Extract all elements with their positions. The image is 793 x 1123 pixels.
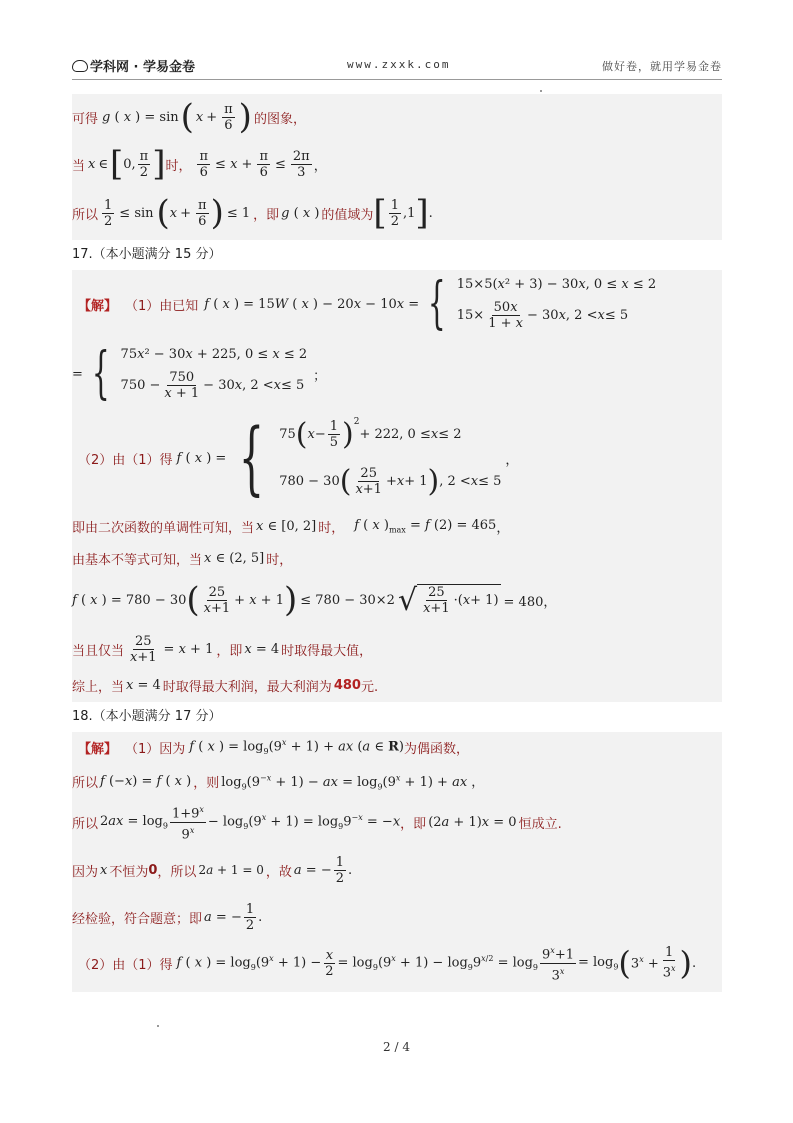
page-number: 2 / 4	[383, 1040, 410, 1054]
q18-line3: 所以 $2ax = \log_9$ $\frac{1+9^x}{9^x}$ − $\log_9(9^x + 1) = \log_99^{-x} = -x$ ，即 (2a + 1)x = 0 恒成立.	[72, 802, 562, 842]
q16-line2: 当 x ∈ [ 0, $\frac{\pi}{2}$ ] 时， $\frac{\pi}{6}$ ≤ x + $\frac{\pi}{6}$ ≤ $\frac{2\pi}{3}$ ，	[72, 144, 327, 184]
q18-line4: 因为 x 不恒为 0 ，所以 2a + 1 = 0 ，故 a = − $\frac{1}{2}$ .	[72, 854, 353, 886]
q17-part1: 【解】 （1）由已知 f ( x ) = 15W ( x ) − 20x − 10x = { 15×5(x² + 3) − 30x, 0 ≤ x ≤ 2 15× $\frac{50x}{1 + x}$ − 30 x , 2 < x ≤ 5	[78, 271, 657, 336]
logo-icon	[72, 60, 88, 72]
q18-part1: 【解】 （1）因为 f ( x ) = $\log_9(9^x + 1)$ + ax (a ∈ R) 为偶函数，	[78, 738, 469, 757]
logo-text: 学科网 · 学易金卷	[90, 60, 195, 75]
q18-heading: 18.（本小题满分 17 分）	[72, 709, 222, 724]
q17-part1-result: = { 75x² − 30x + 225, 0 ≤ x ≤ 2 750 − $\frac{750}{x + 1}$ − 30 x , 2 < x ≤ 5 ；	[72, 341, 327, 406]
q16-line3: 所以 $\frac{1}{2}$ ≤ sin ( x + $\frac{\pi}{6}$ ) ≤ 1 ，即 g ( x ) 的值域为 [ $\frac{1}{2}$ ,1 ] .	[72, 193, 433, 233]
page-header	[72, 56, 722, 76]
q16-line1: 可得 g ( x ) = sin ( x + $\frac{\pi}{6}$ ) 的图象，	[72, 97, 306, 137]
q17-part2: （2）由（1）得 f ( x ) = { 75 ( x − $\frac{1}{5}$ ) $^2$ + 222, 0 ≤ x ≤ 2 780 − 30 ( $\frac{25}{x+1}$ + x + 1 ) , 2 < x ≤ 5 ，	[78, 411, 519, 504]
speck	[157, 1025, 159, 1027]
q18-line5: 经检验，符合题意；即 a = − $\frac{1}{2}$ .	[72, 901, 263, 933]
q17-eq-line: 当且仅当 $\frac{25}{x+1}$ = x + 1 ，即 x = 4 时取得最大值，	[72, 633, 373, 665]
header-divider	[72, 79, 722, 80]
q17-mono-line: 即由二次函数的单调性可知，当 x ∈ [0, 2] 时， f ( x )$_{max} = f$ (2) = 465 ，	[72, 517, 510, 536]
slogan: 做好卷，就用学易金卷	[602, 60, 722, 73]
q17-heading: 17.（本小题满分 15 分）	[72, 247, 222, 262]
site-url: www.zxxk.com	[347, 58, 451, 71]
q18-line2: 所以 f (−x) = f ( x ) ，则 $\log_9(9^{-x} + 1)$ − ax = $\log_9(9^x + 1)$ + ax ，	[72, 773, 485, 792]
q17-summary: 综上，当 x = 4 时取得最大利润，最大利润为 480 元.	[72, 677, 379, 695]
q18-part2: （2）由（1）得 f ( x ) = $\log_9(9^x + 1)$ − $\frac{x}{2}$ = $\log_9(9^x + 1) - \log_99^{x/2} = \log_9$ $\frac{9^x+1}{3^x}$ = $\log_9$ ( $3^x$ + $\frac{1}{3^x}$ ) .	[78, 944, 697, 983]
logo	[72, 56, 195, 75]
speck	[540, 90, 542, 92]
q17-ineq-line: 由基本不等式可知，当 x ∈ (2, 5] 时，	[72, 550, 293, 568]
q17-ineq-formula: f ( x ) = 780 − 30 ( $\frac{25}{x+1}$ + x + 1 ) ≤ 780 − 30×2 √ $\frac{25}{x+1}$ ·( x + 1) = 480，	[72, 580, 557, 620]
